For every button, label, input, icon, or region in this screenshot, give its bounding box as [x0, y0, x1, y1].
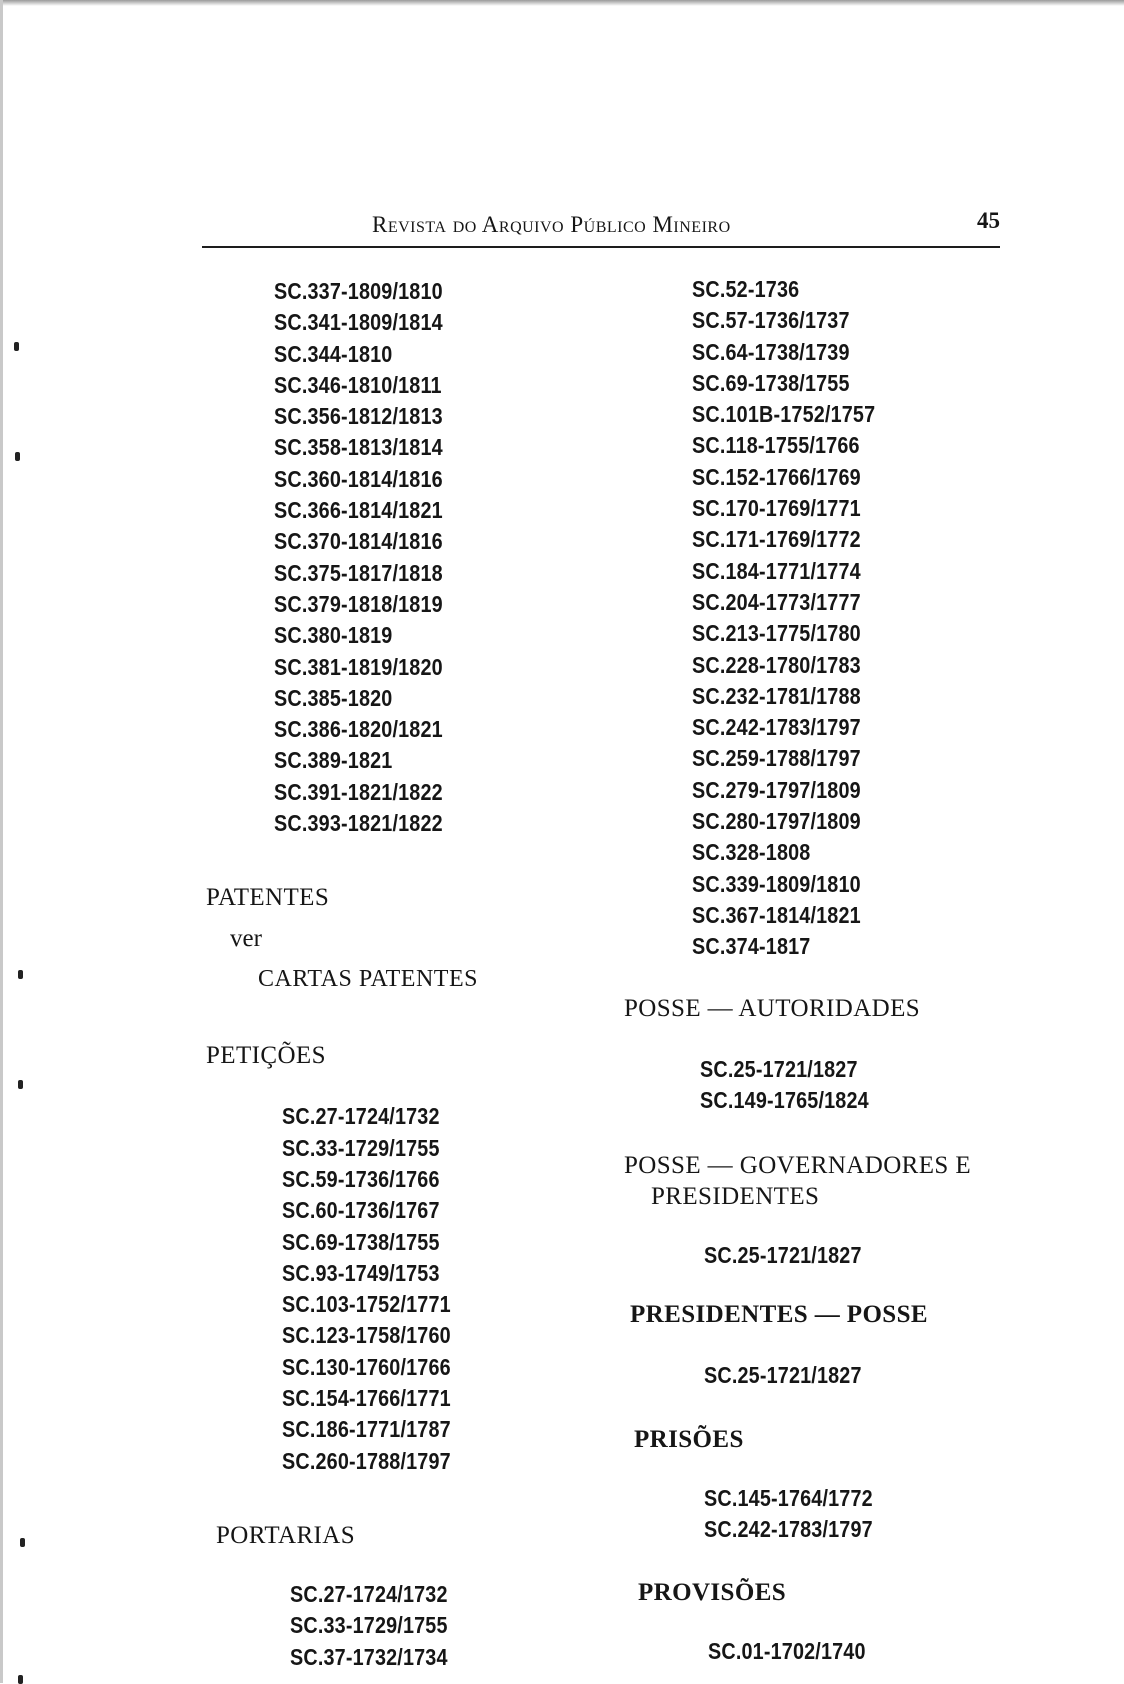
index-entry: SC.242-1783/1797	[704, 1516, 873, 1543]
section-posse-autoridades	[624, 993, 1044, 1117]
index-entry: SC.25-1721/1827	[704, 1242, 862, 1269]
journal-title: Revista do Arquivo Público Mineiro	[372, 212, 731, 237]
index-entry: SC.27-1724/1732	[290, 1580, 448, 1607]
index-entry: SC.344-1810	[274, 340, 393, 367]
section-heading: PRESIDENTES — POSSE	[630, 1301, 928, 1329]
index-entry: SC.01-1702/1740	[708, 1638, 866, 1665]
section-heading-continued: PRESIDENTES	[651, 1183, 820, 1211]
index-entry: SC.385-1820	[274, 684, 393, 711]
index-entry: SC.154-1766/1771	[282, 1385, 451, 1412]
index-entry: SC.64-1738/1739	[692, 338, 850, 365]
index-entry: SC.152-1766/1769	[692, 463, 861, 490]
section-entries	[624, 1054, 1044, 1117]
lead-entries-right	[624, 274, 1044, 963]
index-entry: SC.367-1814/1821	[692, 901, 861, 928]
section-provisoes	[624, 1577, 1044, 1667]
index-entry: SC.339-1809/1810	[692, 870, 861, 897]
index-entry: SC.130-1760/1766	[282, 1353, 451, 1380]
index-entry: SC.57-1736/1737	[692, 307, 850, 334]
index-entry: SC.37-1732/1734	[290, 1643, 448, 1670]
index-entry: SC.60-1736/1767	[282, 1197, 440, 1224]
index-entry: SC.358-1813/1814	[274, 434, 443, 461]
print-speck	[14, 342, 19, 351]
index-entry: SC.379-1818/1819	[274, 590, 443, 617]
section-peticoes	[206, 1040, 626, 1477]
index-entry: SC.389-1821	[274, 747, 393, 774]
index-entry: SC.366-1814/1821	[274, 497, 443, 524]
index-entry: SC.346-1810/1811	[274, 371, 442, 398]
index-entry: SC.374-1817	[692, 933, 811, 960]
cross-reference-target: CARTAS PATENTES	[258, 966, 478, 993]
index-entry: SC.393-1821/1822	[274, 810, 443, 837]
see-reference: ver	[230, 925, 262, 953]
section-patentes	[206, 882, 626, 995]
index-entry: SC.386-1820/1821	[274, 716, 443, 743]
section-heading: PATENTES	[206, 884, 330, 912]
section-heading: POSSE — GOVERNADORES E	[624, 1152, 972, 1180]
index-entry: SC.171-1769/1772	[692, 526, 861, 553]
index-entry: SC.228-1780/1783	[692, 651, 861, 678]
index-entry: SC.232-1781/1788	[692, 682, 861, 709]
section-entries	[206, 1101, 626, 1477]
section-heading: PROVISÕES	[638, 1579, 787, 1607]
index-entry: SC.101B-1752/1757	[692, 401, 876, 428]
index-entry: SC.341-1809/1814	[274, 309, 443, 336]
index-entry: SC.186-1771/1787	[282, 1416, 451, 1443]
left-column	[206, 276, 626, 1673]
section-heading: PETIÇÕES	[206, 1042, 326, 1070]
section-entries	[624, 1636, 1044, 1667]
index-entry: SC.145-1764/1772	[704, 1484, 873, 1511]
section-heading: PORTARIAS	[216, 1521, 356, 1549]
index-entry: SC.170-1769/1771	[692, 495, 861, 522]
page-left-edge	[0, 0, 3, 1683]
index-entry: SC.184-1771/1774	[692, 557, 861, 584]
index-entry: SC.260-1788/1797	[282, 1447, 451, 1474]
index-entry: SC.391-1821/1822	[274, 778, 443, 805]
section-heading: POSSE — AUTORIDADES	[624, 994, 921, 1022]
index-entry: SC.69-1738/1755	[692, 369, 850, 396]
index-entry: SC.204-1773/1777	[692, 588, 861, 615]
page-top-edge	[0, 0, 1124, 6]
index-entry: SC.279-1797/1809	[692, 776, 861, 803]
print-speck	[18, 1080, 23, 1089]
index-entry: SC.370-1814/1816	[274, 528, 443, 555]
section-portarias	[206, 1520, 626, 1673]
section-entries	[624, 1483, 1044, 1546]
section-prisoes	[624, 1424, 1044, 1546]
index-entry: SC.381-1819/1820	[274, 653, 443, 680]
index-entry: SC.25-1721/1827	[700, 1055, 858, 1082]
index-entry: SC.123-1758/1760	[282, 1322, 451, 1349]
print-speck	[20, 1538, 25, 1547]
index-entry: SC.380-1819	[274, 622, 393, 649]
page-number: 45	[977, 208, 1000, 233]
index-entry: SC.337-1809/1810	[274, 278, 443, 304]
print-speck	[15, 452, 20, 461]
section-posse-governadores	[624, 1150, 1044, 1271]
print-speck	[18, 970, 23, 979]
index-entry: SC.59-1736/1766	[282, 1165, 440, 1192]
index-entry: SC.360-1814/1816	[274, 465, 443, 492]
index-entry: SC.69-1738/1755	[282, 1228, 440, 1255]
section-heading: PRISÕES	[634, 1425, 744, 1453]
index-entry: SC.103-1752/1771	[282, 1291, 451, 1318]
section-entries	[624, 1240, 1044, 1271]
index-entry: SC.328-1808	[692, 839, 811, 866]
index-entry: SC.356-1812/1813	[274, 403, 443, 430]
index-entry: SC.52-1736	[692, 276, 800, 302]
index-entry: SC.213-1775/1780	[692, 620, 861, 647]
index-entry: SC.25-1721/1827	[704, 1362, 862, 1389]
index-entry: SC.27-1724/1732	[282, 1103, 440, 1130]
index-entry: SC.33-1729/1755	[290, 1612, 448, 1639]
index-entry: SC.149-1765/1824	[700, 1086, 869, 1113]
index-entry: SC.375-1817/1818	[274, 559, 443, 586]
header-rule	[202, 246, 1000, 248]
lead-entries-left	[206, 276, 626, 839]
index-entry: SC.242-1783/1797	[692, 714, 861, 741]
index-entry: SC.93-1749/1753	[282, 1259, 440, 1286]
page-header	[202, 200, 1000, 250]
section-presidentes-posse	[624, 1299, 1044, 1391]
index-entry: SC.118-1755/1766	[692, 432, 860, 459]
index-entry: SC.259-1788/1797	[692, 745, 861, 772]
section-entries	[624, 1360, 1044, 1391]
index-entry: SC.280-1797/1809	[692, 808, 861, 835]
section-entries	[206, 1579, 626, 1673]
index-entry: SC.33-1729/1755	[282, 1134, 440, 1161]
right-column	[624, 274, 1044, 1668]
